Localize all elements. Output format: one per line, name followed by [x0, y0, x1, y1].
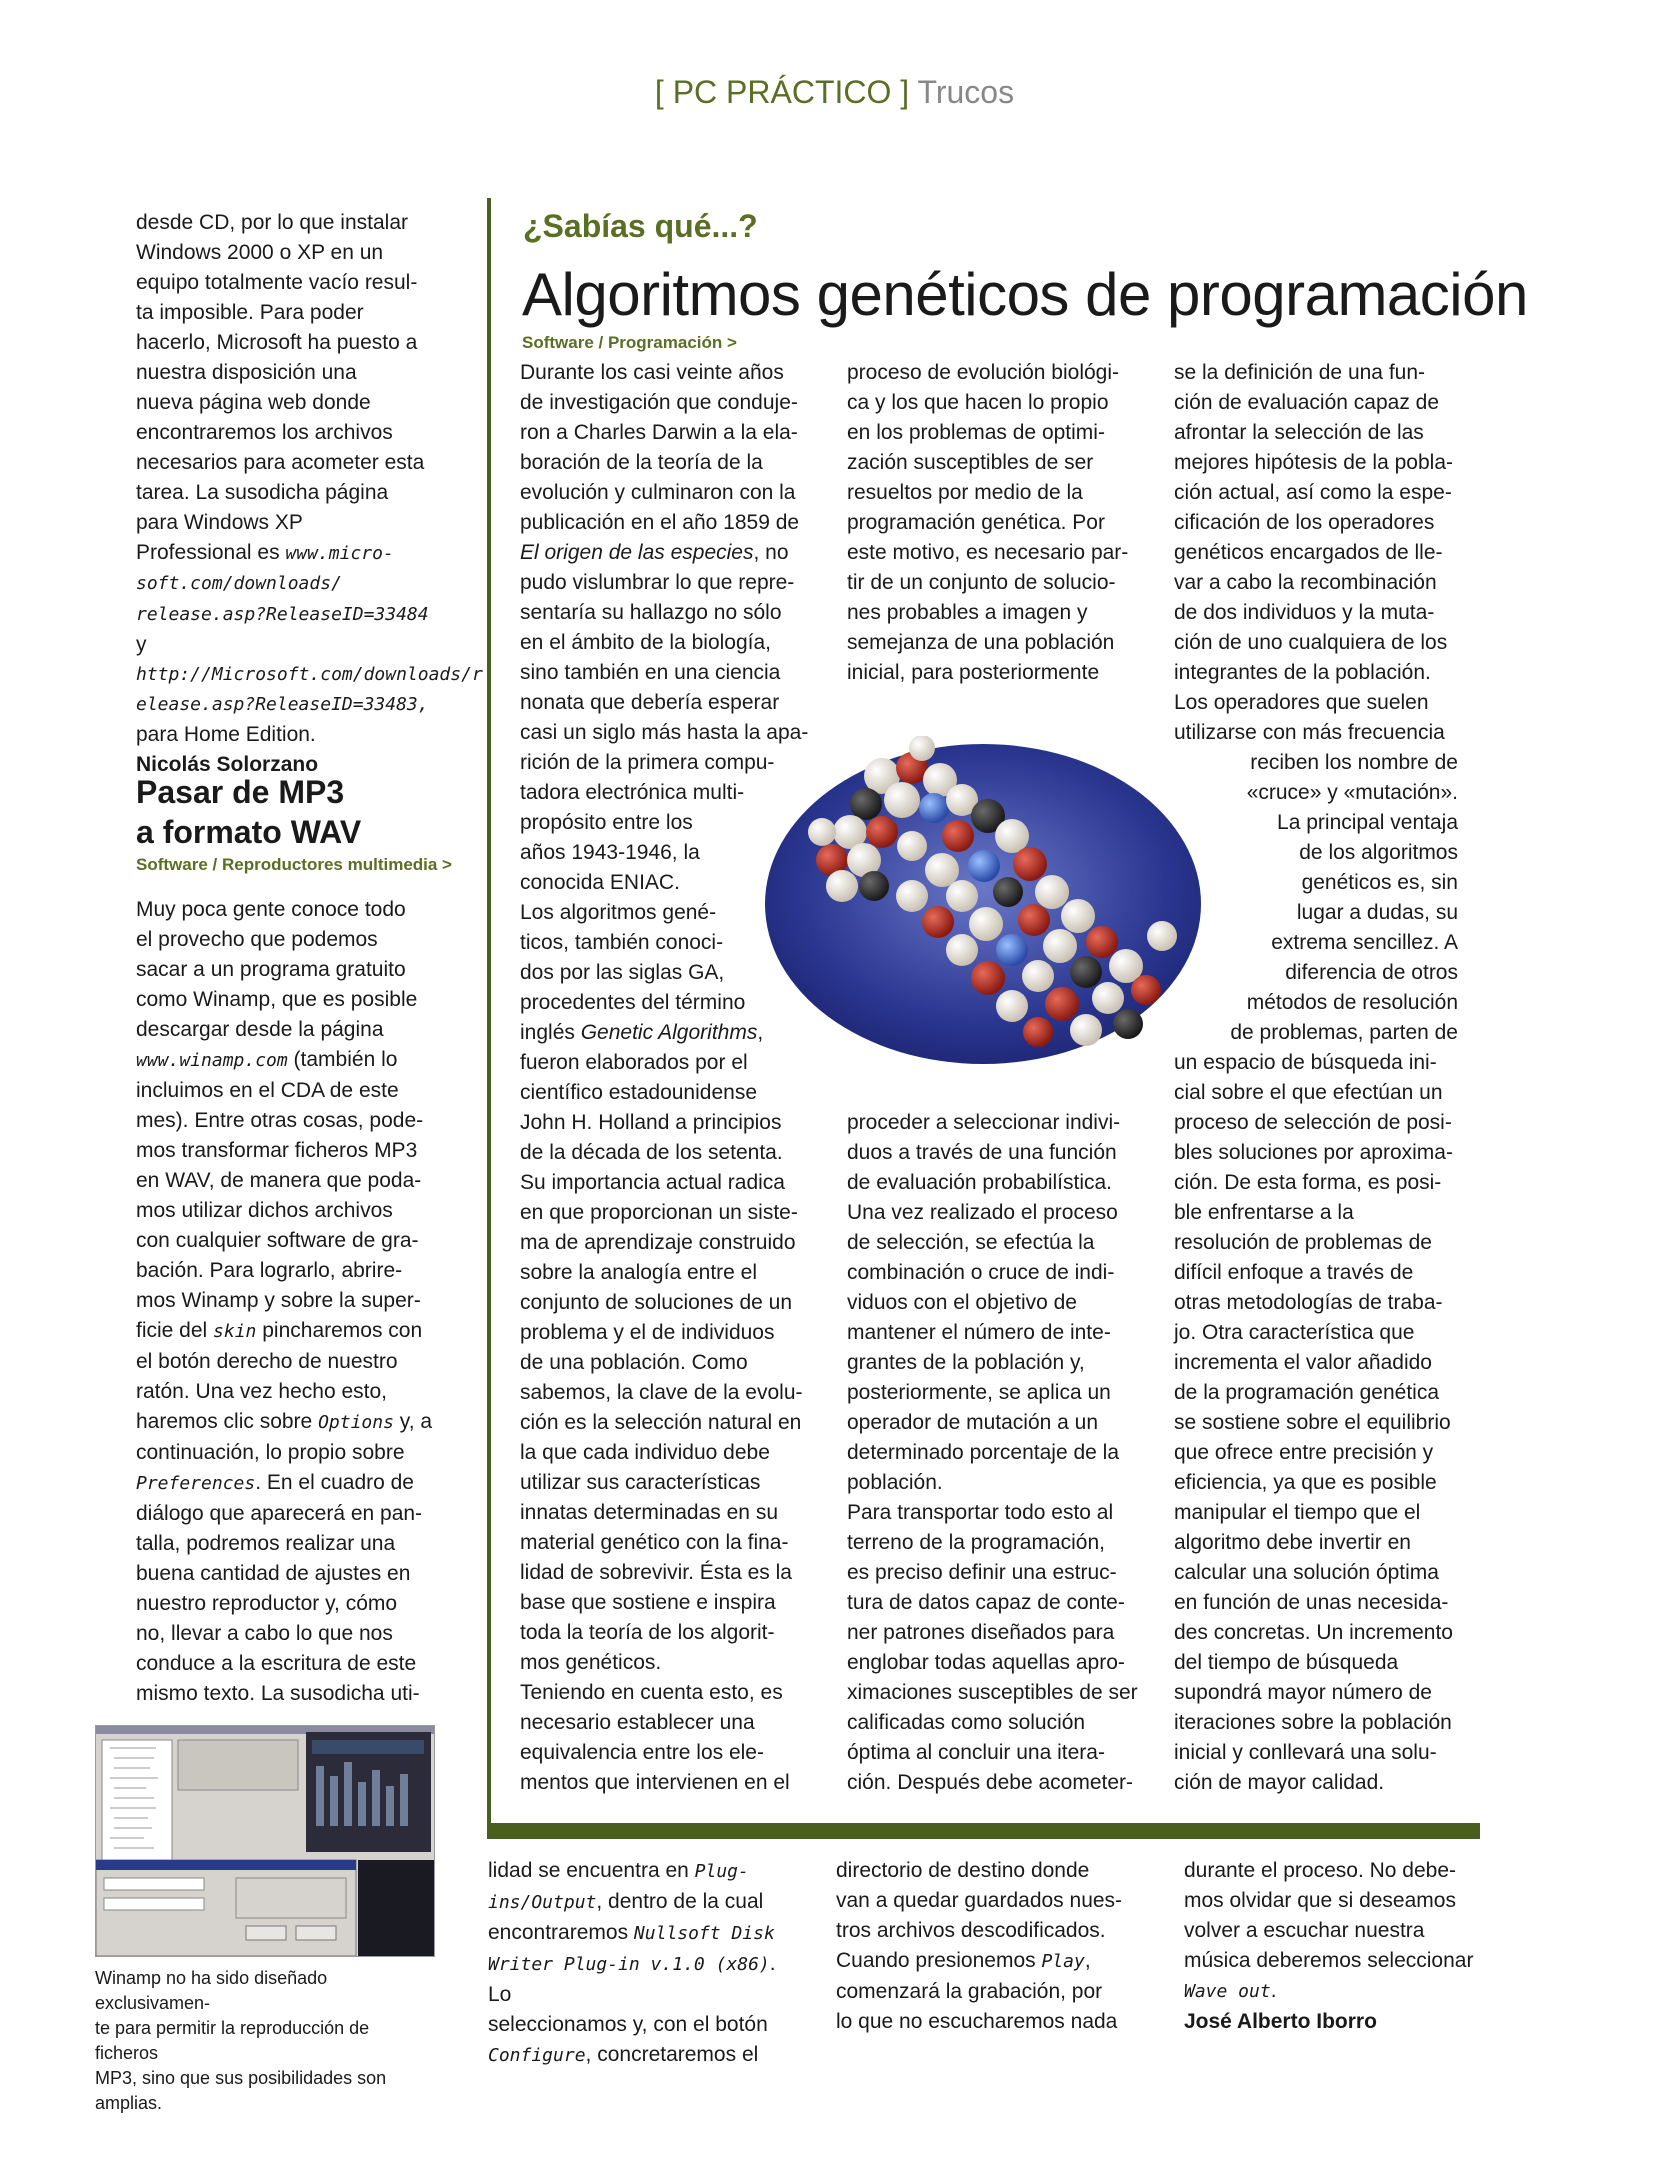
text-line: englobar todas aquellas apro-	[847, 1651, 1125, 1674]
text-line: para Windows XP	[136, 511, 303, 534]
text-line: ción de evaluación capaz de	[1174, 391, 1440, 414]
text-line: difícil enfoque a través de	[1174, 1261, 1414, 1284]
text-run: ,	[757, 1021, 764, 1044]
text-line: dos por las siglas GA,	[520, 961, 725, 984]
text-run: pincharemos con	[256, 1319, 423, 1342]
text-line: buena cantidad de ajustes en	[136, 1562, 411, 1585]
text-line: tir de un conjunto de solucio-	[847, 571, 1116, 594]
text-line: proceso de evolución biológi-	[847, 361, 1120, 384]
text-line: tros archivos descodificados.	[836, 1919, 1106, 1942]
text-line: de una población. Como	[520, 1351, 748, 1374]
image-caption	[95, 1966, 435, 2116]
text-run: y, a	[393, 1410, 433, 1433]
text-line: genéticos es, sin	[1301, 871, 1458, 894]
text-line: del tiempo de búsqueda	[1174, 1651, 1399, 1674]
article-column-2-bottom	[847, 1108, 1157, 1798]
text-line: calcular una solución óptima	[1174, 1561, 1439, 1584]
text-line: inicial, para posteriormente	[847, 661, 1100, 684]
winamp-screenshot	[95, 1725, 435, 1957]
text-line: el provecho que podemos	[136, 928, 378, 951]
text-line: desde CD, por lo que instalar	[136, 211, 408, 234]
text-line: «cruce» y «mutación».	[1246, 781, 1458, 804]
text-line: lugar a dudas, su	[1296, 901, 1458, 924]
ms-url-link[interactable]: soft.com/downloads/	[136, 573, 342, 594]
text-line	[136, 1045, 446, 1076]
text-run: encontraremos	[488, 1921, 634, 1944]
text-run: Play	[1041, 1951, 1085, 1972]
text-line: Durante los casi veinte años	[520, 361, 784, 384]
dna-molecule-drawing	[762, 736, 1204, 1072]
text-line: nes probables a imagen y	[847, 601, 1088, 624]
article-category: Software / Programación >	[522, 333, 737, 352]
ms-url2-link[interactable]: elease.asp?ReleaseID=33483,	[136, 694, 429, 715]
text-line: mes). Entre otras cosas, pode-	[136, 1109, 424, 1132]
winamp-screenshot-drawing	[96, 1726, 434, 1956]
article-column-1	[520, 358, 820, 1798]
text-run: Genetic Algorithms	[580, 1021, 758, 1044]
text-line: programación genética. Por	[847, 511, 1105, 534]
text-run: y	[136, 633, 147, 656]
text-line: nonata que debería esperar	[520, 691, 780, 714]
text-line: diferencia de otros	[1285, 961, 1458, 984]
text-line: descargar desde la página	[136, 1018, 384, 1041]
text-line: equivalencia entre los ele-	[520, 1741, 764, 1764]
article-column-3-top	[1174, 358, 1474, 748]
article-column-2-top	[847, 358, 1157, 688]
text-line: hacerlo, Microsoft ha puesto a	[136, 331, 418, 354]
author: Nicolás Solorzano	[136, 753, 319, 776]
text-run: lidad se encuentra en	[488, 1859, 695, 1882]
text-line: el botón derecho de nuestro	[136, 1350, 398, 1373]
article-column-3-wrap	[1174, 748, 1458, 1048]
text-line: volver a escuchar nuestra	[1184, 1919, 1425, 1942]
text-line: óptima al concluir una itera-	[847, 1741, 1105, 1764]
text-line: necesarios para acometer esta	[136, 451, 425, 474]
text-line: mentos que intervienen en el	[520, 1771, 790, 1794]
text-line: bación. Para lograrlo, abrire-	[136, 1259, 403, 1282]
text-line: Una vez realizado el proceso	[847, 1201, 1118, 1224]
text-line: terreno de la programación,	[847, 1531, 1105, 1554]
text-line: Los operadores que suelen	[1174, 691, 1429, 714]
text-line: ner patrones diseñados para	[847, 1621, 1115, 1644]
text-run: haremos clic sobre	[136, 1410, 319, 1433]
text-line: viduos con el objetivo de	[847, 1291, 1077, 1314]
text-run: skin	[213, 1321, 257, 1342]
text-line: ron a Charles Darwin a la ela-	[520, 421, 798, 444]
text-line: boración de la teoría de la	[520, 451, 763, 474]
text-line: de los algoritmos	[1299, 841, 1458, 864]
text-run: , no	[753, 541, 789, 564]
text-line: manipular el tiempo que el	[1174, 1501, 1421, 1524]
text-line: equipo totalmente vacío resul-	[136, 271, 418, 294]
article-column-3-bottom	[1174, 1048, 1474, 1798]
text-line: encontraremos los archivos	[136, 421, 393, 444]
text-run: Cuando presionemos	[836, 1949, 1042, 1972]
text-run: Plug-	[694, 1861, 749, 1882]
text-line: conocida ENIAC.	[520, 871, 680, 894]
text-run: ,	[1084, 1949, 1091, 1972]
text-line	[136, 1316, 446, 1347]
text-line: afrontar la selección de las	[1174, 421, 1424, 444]
text-line: durante el proceso. No debe-	[1184, 1859, 1457, 1882]
text-line: inicial y conllevará una solu-	[1174, 1741, 1437, 1764]
text-line: casi un siglo más hasta la apa-	[520, 721, 809, 744]
text-line: se sostiene sobre el equilibrio	[1174, 1411, 1451, 1434]
text-line: de problemas, parten de	[1230, 1021, 1458, 1044]
text-line: duos a través de una función	[847, 1141, 1117, 1164]
text-line: posteriormente, se aplica un	[847, 1381, 1111, 1404]
text-run: . En el cuadro de	[255, 1471, 414, 1494]
bottom-column-3	[1184, 1856, 1484, 2037]
text-line	[136, 1468, 446, 1499]
text-line: procedentes del término	[520, 991, 746, 1014]
horizontal-rule	[487, 1823, 1480, 1839]
text-line: rición de la primera compu-	[520, 751, 775, 774]
text-line: resueltos por medio de la	[847, 481, 1083, 504]
text-line: lidad de sobrevivir. Ésta es la	[520, 1561, 792, 1584]
article-kicker: ¿Sabías qué...?	[523, 208, 758, 244]
text-line	[136, 599, 436, 660]
text-line: determinado porcentaje de la	[847, 1441, 1120, 1464]
text-run: .	[1270, 1979, 1277, 2002]
text-line: conduce a la escritura de este	[136, 1652, 417, 1675]
text-run: (también lo	[287, 1048, 398, 1071]
text-line: de la década de los setenta.	[520, 1141, 783, 1164]
text-line: jo. Otra característica que	[1174, 1321, 1415, 1344]
text-line: utilizar sus características	[520, 1471, 761, 1494]
text-line: ma de aprendizaje construido	[520, 1231, 796, 1254]
article-title: Algoritmos genéticos de programación	[522, 261, 1528, 328]
text-line: en los problemas de optimi-	[847, 421, 1105, 444]
text-line: ción. Después debe acometer-	[847, 1771, 1133, 1794]
text-line: métodos de resolución	[1246, 991, 1458, 1014]
category-label: Software / Reproductores multimedia >	[136, 855, 452, 874]
text-line: resolución de problemas de	[1174, 1231, 1432, 1254]
text-line: directorio de destino donde	[836, 1859, 1090, 1882]
text-line: des concretas. Un incremento	[1174, 1621, 1453, 1644]
text-line: sacar a un programa gratuito	[136, 958, 406, 981]
heading-line: Pasar de MP3	[136, 774, 345, 810]
text-line: otras metodologías de traba-	[1174, 1291, 1443, 1314]
text-line: genéticos encargados de lle-	[1174, 541, 1443, 564]
text-line	[488, 1918, 788, 1949]
text-line: lo que no escucharemos nada	[836, 2010, 1118, 2033]
text-line: de dos individuos y la muta-	[1174, 601, 1435, 624]
text-line: sabemos, la clave de la evolu-	[520, 1381, 803, 1404]
section-heading	[136, 772, 452, 878]
text-line: base que sostiene e inspira	[520, 1591, 776, 1614]
text-line: nuestra disposición una	[136, 361, 357, 384]
text-line: en función de unas necesida-	[1174, 1591, 1449, 1614]
text-run: ficie del	[136, 1319, 214, 1342]
text-line: mos Winamp y sobre la super-	[136, 1289, 421, 1312]
text-line: innatas determinadas en su	[520, 1501, 778, 1524]
text-run: Nullsoft Disk	[633, 1923, 775, 1944]
text-line	[488, 1949, 788, 2010]
text-run: Configure	[488, 2045, 586, 2066]
text-line: sentaría su hallazgo no sólo	[520, 601, 782, 624]
text-line: zación susceptibles de ser	[847, 451, 1094, 474]
bottom-column-2	[836, 1856, 1136, 2037]
text-line: mos olvidar que si deseamos	[1184, 1889, 1456, 1912]
left-column	[136, 208, 483, 780]
text-line: extrema sencillez. A	[1271, 931, 1458, 954]
text-line	[488, 1887, 788, 1918]
heading-line: a formato WAV	[136, 814, 362, 850]
text-line: incluimos en el CDA de este	[136, 1079, 399, 1102]
text-line: continuación, lo propio sobre	[136, 1441, 405, 1464]
text-run: inglés	[520, 1021, 581, 1044]
text-line: este motivo, es necesario par-	[847, 541, 1129, 564]
text-line: semejanza de una población	[847, 631, 1115, 654]
text-line	[136, 1407, 446, 1438]
text-line: de la programación genética	[1174, 1381, 1440, 1404]
text-line: toda la teoría de los algorit-	[520, 1621, 775, 1644]
text-line: combinación o cruce de indi-	[847, 1261, 1115, 1284]
text-run: Preferences	[136, 1473, 256, 1494]
page-header	[0, 74, 1669, 111]
text-line: reciben los nombre de	[1250, 751, 1458, 774]
caption-line: Winamp no ha sido diseñado exclusivamen-	[95, 1968, 328, 2013]
text-line: como Winamp, que es posible	[136, 988, 418, 1011]
text-line: La principal ventaja	[1277, 811, 1458, 834]
text-line: ción. De esta forma, es posi-	[1174, 1171, 1442, 1194]
text-line: calificadas como solución	[847, 1711, 1086, 1734]
text-line: mos utilizar dichos archivos	[136, 1199, 393, 1222]
text-line: comenzará la grabación, por	[836, 1980, 1103, 2003]
text-line: utilizarse con más frecuencia	[1174, 721, 1445, 744]
text-line: música deberemos seleccionar	[1184, 1949, 1474, 1972]
text-line: que ofrece entre precisión y	[1174, 1441, 1434, 1464]
text-line: tadora electrónica multi-	[520, 781, 745, 804]
pasar-body	[136, 895, 446, 1709]
text-run: Wave out	[1184, 1981, 1271, 2002]
text-line: ción de mayor calidad.	[1174, 1771, 1385, 1794]
text-line: tura de datos capaz de conte-	[847, 1591, 1125, 1614]
text-line: mos transformar ficheros MP3	[136, 1139, 418, 1162]
text-line: mejores hipótesis de la pobla-	[1174, 451, 1453, 474]
text-line: de investigación que conduje-	[520, 391, 798, 414]
text-line: científico estadounidense	[520, 1081, 757, 1104]
text-line: con cualquier software de gra-	[136, 1229, 419, 1252]
text-line: proceso de selección de posi-	[1174, 1111, 1452, 1134]
ms-url-link[interactable]: www.micro-	[285, 543, 394, 564]
text-line: conjunto de soluciones de un	[520, 1291, 793, 1314]
text-line: se la definición de una fun-	[1174, 361, 1426, 384]
text-line: Para transportar todo esto al	[847, 1501, 1114, 1524]
text-line: ticos, también conoci-	[520, 931, 724, 954]
text-line: Teniendo en cuenta esto, es	[520, 1681, 783, 1704]
text-line: pudo vislumbrar lo que repre-	[520, 571, 795, 594]
ms-url2-link[interactable]: http://Microsoft.com/downloads/r	[136, 664, 483, 685]
text-line: van a quedar guardados nues-	[836, 1889, 1123, 1912]
text-line: Los algoritmos gené-	[520, 901, 717, 924]
text-line: incrementa el valor añadido	[1174, 1351, 1432, 1374]
text-run: Writer Plug-in v.1.0 (x86)	[488, 1954, 770, 1975]
text-line: ximaciones susceptibles de ser	[847, 1681, 1138, 1704]
text-line: es preciso definir una estruc-	[847, 1561, 1117, 1584]
text-line: ción de uno cualquiera de los	[1174, 631, 1448, 654]
header-subsection: Trucos	[917, 74, 1015, 110]
text-run: , dentro de la cual	[596, 1890, 764, 1913]
text-line: cificación de los operadores	[1174, 511, 1435, 534]
text-line: publicación en el año 1859 de	[520, 511, 800, 534]
text-line: nuestro reproductor y, cómo	[136, 1592, 398, 1615]
text-line: supondrá mayor número de	[1174, 1681, 1432, 1704]
text-run: El origen de las especies	[520, 541, 754, 564]
bottom-column-1	[488, 1856, 788, 2071]
text-line: algoritmo debe invertir en	[1174, 1531, 1411, 1554]
text-run: , concretaremos el	[585, 2043, 759, 2066]
text-line: grantes de la población y,	[847, 1351, 1085, 1374]
text-line: Muy poca gente conoce todo	[136, 898, 406, 921]
text-line: var a cabo la recombinación	[1174, 571, 1437, 594]
text-run: ins/Output	[488, 1892, 597, 1913]
text-line: en WAV, de manera que poda-	[136, 1169, 422, 1192]
text-line: iteraciones sobre la población	[1174, 1711, 1452, 1734]
text-line: mismo texto. La susodicha uti-	[136, 1682, 420, 1705]
text-line: problema y el de individuos	[520, 1321, 775, 1344]
text-line: ción actual, así como la espe-	[1174, 481, 1452, 504]
text-line: nueva página web donde	[136, 391, 371, 414]
text-line: población.	[847, 1471, 943, 1494]
text-line	[836, 1946, 1136, 1977]
text-line: diálogo que aparecerá en pan-	[136, 1502, 423, 1525]
text-line	[488, 2040, 788, 2071]
text-line: en el ámbito de la biología,	[520, 631, 772, 654]
text-line: de evaluación probabilística.	[847, 1171, 1113, 1194]
text-line: un espacio de búsqueda ini-	[1174, 1051, 1437, 1074]
winamp-url-link[interactable]: www.winamp.com	[136, 1050, 288, 1071]
text-line: ca y los que hacen lo propio	[847, 391, 1109, 414]
text-line: ción es la selección natural en	[520, 1411, 802, 1434]
text-line: John H. Holland a principios	[520, 1111, 782, 1134]
text-line: mos genéticos.	[520, 1651, 662, 1674]
text-line: proceder a seleccionar indivi-	[847, 1111, 1121, 1134]
text-line: propósito entre los	[520, 811, 693, 834]
text-line: cial sobre el que efectúan un	[1174, 1081, 1443, 1104]
text-line: material genético con la fina-	[520, 1531, 789, 1554]
text-line: años 1943-1946, la	[520, 841, 700, 864]
text-line: operador de mutación a un	[847, 1411, 1099, 1434]
text-line: eficiencia, ya que es posible	[1174, 1471, 1437, 1494]
text-line: bles soluciones por aproxima-	[1174, 1141, 1453, 1164]
text-line: necesario establecer una	[520, 1711, 755, 1734]
caption-line: MP3, sino que sus posibilidades son amplias.	[95, 2068, 387, 2113]
text-line: Windows 2000 o XP en un	[136, 241, 384, 264]
text-line	[1184, 1976, 1484, 2007]
text-line: evolución y culminaron con la	[520, 481, 796, 504]
text-line: ratón. Una vez hecho esto,	[136, 1380, 387, 1403]
text-line: integrantes de la población.	[1174, 661, 1431, 684]
text-line: en que proporcionan un siste-	[520, 1201, 798, 1224]
author: José Alberto Iborro	[1184, 2010, 1377, 2033]
text-line: Su importancia actual radica	[520, 1171, 785, 1194]
text-line	[488, 1856, 788, 1887]
text-run: Options	[318, 1412, 394, 1433]
text-run: Professional es	[136, 541, 286, 564]
text-line: seleccionamos y, con el botón	[488, 2013, 768, 2036]
text-line: sobre la analogía entre el	[520, 1261, 757, 1284]
caption-line: te para permitir la reproducción de ficheros	[95, 2018, 370, 2063]
text-line: ta imposible. Para poder	[136, 301, 364, 324]
text-line: tarea. La susodicha página	[136, 481, 389, 504]
text-line: no, llevar a cabo lo que nos	[136, 1622, 393, 1645]
text-line: para Home Edition.	[136, 723, 316, 746]
text-line	[520, 538, 820, 568]
text-line: sino también en una ciencia	[520, 661, 781, 684]
text-line	[136, 538, 436, 569]
vertical-rule	[487, 198, 491, 1828]
text-line: talla, podremos realizar una	[136, 1532, 396, 1555]
dna-molecule-image	[762, 736, 1204, 1072]
text-run: . Lo	[488, 1952, 776, 2006]
text-line: ble enfrentarse a la	[1174, 1201, 1354, 1224]
text-line: mantener el número de inte-	[847, 1321, 1111, 1344]
header-section: [ PC PRÁCTICO ]	[654, 74, 910, 110]
text-line: la que cada individuo debe	[520, 1441, 770, 1464]
ms-url-link[interactable]: release.asp?ReleaseID=33484	[136, 604, 429, 625]
text-line: fueron elaborados por el	[520, 1051, 748, 1074]
text-line: de selección, se efectúa la	[847, 1231, 1095, 1254]
